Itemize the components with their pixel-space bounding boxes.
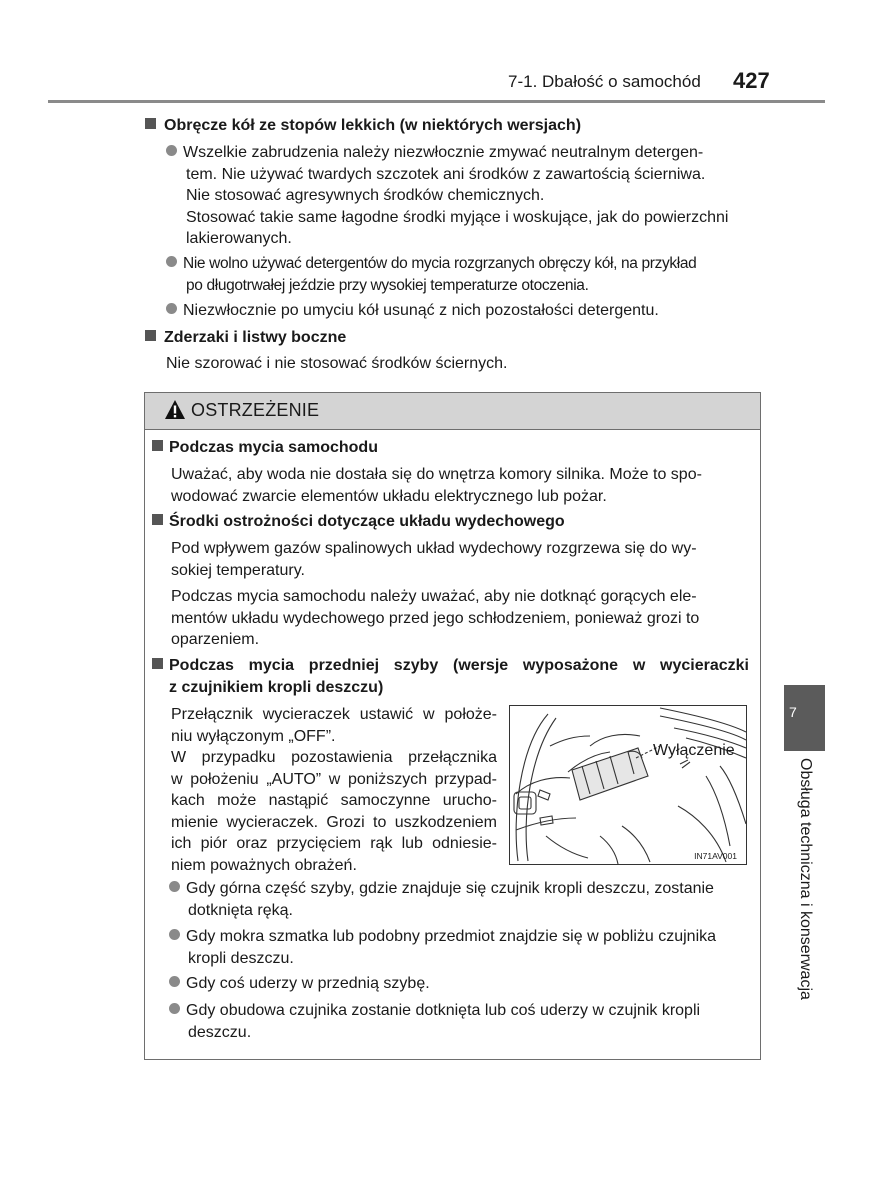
running-header: 7-1. Dbałość o samochód: [508, 72, 701, 91]
warning-heading-exhaust: Środki ostrożności dotyczące układu wydechowego: [152, 511, 565, 533]
warning-exhaust-p2: Podczas mycia samochodu należy uważać, aby nie dotknąć gorących ele- mentów układu wydechowego przed jego schłodzeniem, ponieważ grozi to oparzeniem.: [171, 588, 700, 648]
warning-washing-text: Uważać, aby woda nie dostała się do wnętrza komory silnika. Może to spo- wodować zwarcie elementów układu elektrycznego lub pożar.: [171, 466, 702, 505]
wiper-switch-illustration: [509, 705, 747, 865]
figure-code: IN71AV001: [694, 851, 737, 861]
square-bullet-icon: [145, 330, 156, 341]
round-bullet-icon: [169, 976, 180, 987]
round-bullet-icon: [166, 303, 177, 314]
round-bullet-icon: [166, 145, 177, 156]
warning-exhaust-p1: Pod wpływem gazów spalinowych układ wydechowy rozgrzewa się do wy- sokiej temperatury.: [171, 540, 697, 579]
section-heading-bumpers: Zderzaki i listwy boczne: [145, 327, 346, 349]
windshield-bullet-4: Gdy obudowa czujnika zostanie dotknięta lub coś uderzy w czujnik kropli deszczu.: [169, 1000, 749, 1043]
windshield-bullet-1: Gdy górna część szyby, gdzie znajduje się czujnik kropli deszczu, zostanie dotknięta ręką.: [169, 878, 749, 921]
rims-bullet-2: Nie wolno używać detergentów do mycia rozgrzanych obręczy kół, na przykład po długotrwałej jeździe przy wysokiej temperaturze otoczenia.: [166, 253, 768, 296]
round-bullet-icon: [169, 1003, 180, 1014]
square-bullet-icon: [145, 118, 156, 129]
steering-column-drawing: [510, 706, 747, 865]
windshield-bullet-3: Gdy coś uderzy w przednią szybę.: [169, 973, 749, 995]
square-bullet-icon: [152, 658, 163, 669]
bumpers-text: Nie szorować i nie stosować środków ściernych.: [166, 355, 508, 372]
warning-triangle-icon: [164, 399, 186, 420]
header-rule: [48, 100, 825, 103]
page-number: 427: [733, 68, 770, 93]
square-bullet-icon: [152, 440, 163, 451]
warning-header: [145, 393, 760, 430]
round-bullet-icon: [169, 929, 180, 940]
warning-title: OSTRZEŻENIE: [191, 400, 320, 420]
square-bullet-icon: [152, 514, 163, 525]
round-bullet-icon: [166, 256, 177, 267]
warning-windshield-text: Przełącznik wycieraczek ustawić w położe- niu wyłączonym „OFF”. W przypadku pozostawienia przełącznika w położeniu „AUTO” w poniższych przypad- kach może nastąpić samoczynne urucho- mienie wycieraczek. Grozi to uszkodzeniem ich piór oraz przycięciem rąk lub odniesie- niem poważnych obrażeń.: [171, 706, 497, 874]
rims-bullet-1: Wszelkie zabrudzenia należy niezwłocznie zmywać neutralnym detergen- tem. Nie używać twardych szczotek ani środków z zawartością ścierniwa. Nie stosować agresywnych środków chemicznych. Stosować takie same łagodne środki myjące i woskujące, jak do powierzchni lakierowanych.: [166, 142, 764, 250]
warning-heading-washing: Podczas mycia samochodu: [152, 437, 378, 459]
figure-label-off: Wyłączenie: [653, 742, 735, 759]
round-bullet-icon: [169, 881, 180, 892]
chapter-number: 7: [789, 704, 797, 720]
windshield-bullet-2: Gdy mokra szmatka lub podobny przedmiot znajdzie się w pobliżu czujnika kropli deszczu.: [169, 926, 749, 969]
rims-bullet-3: Niezwłocznie po umyciu kół usunąć z nich pozostałości detergentu.: [166, 300, 764, 322]
chapter-title-vertical: Obsługa techniczna i konserwacja: [797, 758, 814, 1000]
warning-heading-windshield: Podczas mycia przedniej szyby (wersje wyposażone w wycieraczki z czujnikiem kropli deszczu): [152, 655, 749, 699]
section-heading-rims: Obręcze kół ze stopów lekkich (w niektórych wersjach): [145, 115, 581, 137]
